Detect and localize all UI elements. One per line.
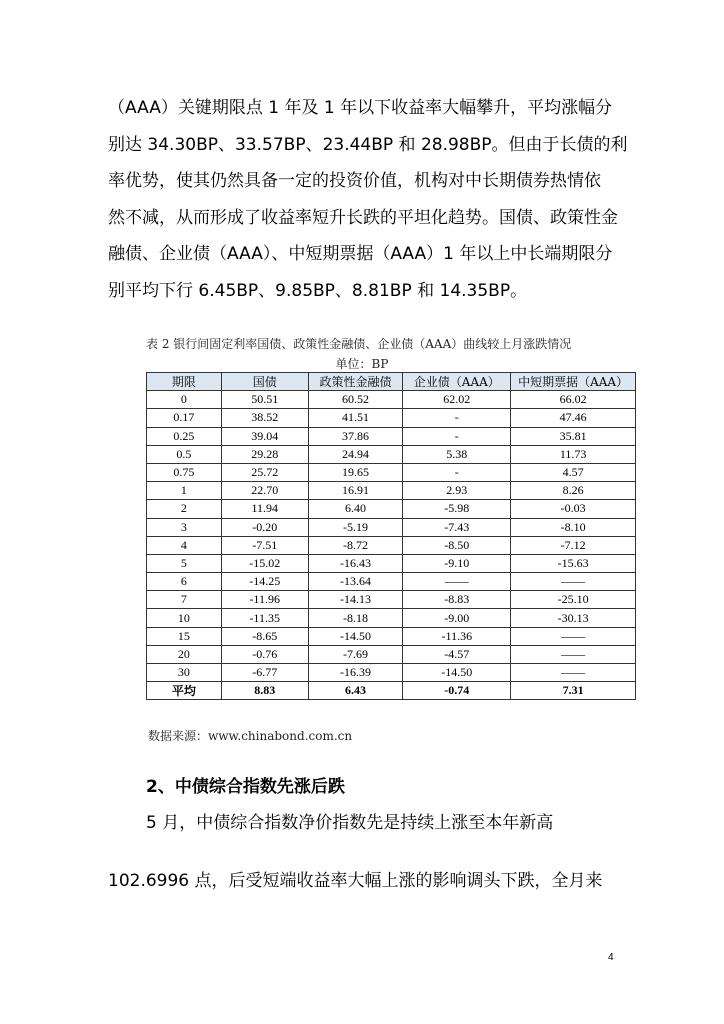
- table-cell: -8.18: [308, 609, 403, 627]
- table-cell: -0.20: [221, 518, 308, 536]
- paragraph-line: 然不减，从而形成了收益率短升长跌的平坦化趋势。国债、政策性金: [108, 207, 618, 228]
- table-cell: -5.98: [403, 500, 511, 518]
- table-cell: 11.73: [511, 445, 636, 463]
- table-row: [147, 627, 636, 645]
- table-cell: -15.63: [511, 554, 636, 572]
- table-cell: -25.10: [511, 591, 636, 609]
- page-number: 4: [608, 952, 614, 963]
- table-row: [147, 518, 636, 536]
- table-cell: 5.38: [403, 445, 511, 463]
- table-row: [147, 427, 636, 445]
- paragraph-line: 别达 34.30BP、33.57BP、23.44BP 和 28.98BP。但由于长债的利: [108, 134, 628, 155]
- paragraph-1: [108, 90, 628, 309]
- table-unit: 单位：BP: [335, 357, 389, 371]
- table-cell: -6.77: [221, 664, 308, 682]
- table-cell: ——: [403, 573, 511, 591]
- table-cell: -14.50: [308, 627, 403, 645]
- table-cell: 2: [147, 500, 222, 518]
- table-cell: 30: [147, 664, 222, 682]
- header-cell: 政策性金融债: [308, 373, 403, 391]
- table-header-row: [147, 373, 636, 391]
- table-row: [147, 536, 636, 554]
- table-cell: 4: [147, 536, 222, 554]
- table-cell: 10: [147, 609, 222, 627]
- table-cell: 6: [147, 573, 222, 591]
- table-cell: 6.43: [308, 682, 403, 700]
- table-cell: 7: [147, 591, 222, 609]
- table-cell: 25.72: [221, 463, 308, 481]
- table-cell: -14.25: [221, 573, 308, 591]
- table-cell: -0.03: [511, 500, 636, 518]
- table-cell: -13.64: [308, 573, 403, 591]
- table-cell: 50.51: [221, 391, 308, 409]
- table-cell: -7.69: [308, 645, 403, 663]
- table-cell: -9.10: [403, 554, 511, 572]
- paragraph-line: 率优势，使其仍然具备一定的投资价值，机构对中长期债券热情依: [108, 171, 601, 191]
- table-row: [147, 554, 636, 572]
- table-source: 数据来源：www.chinabond.com.cn: [148, 729, 353, 743]
- table-cell: 35.81: [511, 427, 636, 445]
- table-cell: 38.52: [221, 409, 308, 427]
- table-caption: 表 2 银行间固定利率国债、政策性金融债、企业债（AAA）曲线较上月涨跌情况: [146, 337, 572, 351]
- table-cell: -8.72: [308, 536, 403, 554]
- table-cell: -8.65: [221, 627, 308, 645]
- table-cell: -15.02: [221, 554, 308, 572]
- table-cell: 平均: [147, 682, 222, 700]
- header-cell: 中短期票据（AAA）: [511, 373, 636, 391]
- table-cell: 60.52: [308, 391, 403, 409]
- table-cell: ——: [511, 645, 636, 663]
- table-cell: -: [403, 427, 511, 445]
- table-row: [147, 463, 636, 481]
- table-cell: 15: [147, 627, 222, 645]
- table-cell: 1: [147, 482, 222, 500]
- table-cell: 2.93: [403, 482, 511, 500]
- paragraph-line: （AAA）关键期限点 1 年及 1 年以下收益率大幅攀升，平均涨幅分: [108, 98, 613, 118]
- table-cell: -7.51: [221, 536, 308, 554]
- table-cell: 29.28: [221, 445, 308, 463]
- table-cell: -16.39: [308, 664, 403, 682]
- table-cell: 11.94: [221, 500, 308, 518]
- table-row: [147, 573, 636, 591]
- table-cell: -8.10: [511, 518, 636, 536]
- table-cell: 62.02: [403, 391, 511, 409]
- table-cell: 0.25: [147, 427, 222, 445]
- table-cell: 0.17: [147, 409, 222, 427]
- table-cell: ——: [511, 627, 636, 645]
- table-row: [147, 664, 636, 682]
- table-cell: -8.50: [403, 536, 511, 554]
- table-cell: 0: [147, 391, 222, 409]
- table-cell: 37.86: [308, 427, 403, 445]
- table-cell: 6.40: [308, 500, 403, 518]
- table-cell: 20: [147, 645, 222, 663]
- table-cell: -9.00: [403, 609, 511, 627]
- yield-change-table: [146, 372, 636, 700]
- table-cell: 41.51: [308, 409, 403, 427]
- table-row: [147, 591, 636, 609]
- table-row: [147, 482, 636, 500]
- table-cell: -: [403, 463, 511, 481]
- header-cell: 期限: [147, 373, 222, 391]
- table-cell: ——: [511, 573, 636, 591]
- table-row: [147, 391, 636, 409]
- table-cell: 3: [147, 518, 222, 536]
- table-row: [147, 609, 636, 627]
- table-cell: -7.43: [403, 518, 511, 536]
- table-cell: 66.02: [511, 391, 636, 409]
- table-cell: -14.50: [403, 664, 511, 682]
- table-cell: ——: [511, 664, 636, 682]
- section-paragraph-line: 102.6996 点，后受短端收益率大幅上涨的影响调头下跌，全月来: [108, 871, 603, 891]
- table-cell: 16.91: [308, 482, 403, 500]
- table-row: [147, 409, 636, 427]
- table-cell: 0.5: [147, 445, 222, 463]
- section-paragraph-line: 5 月，中债综合指数净价指数先是持续上涨至本年新高: [146, 813, 554, 833]
- table-cell: 24.94: [308, 445, 403, 463]
- table-cell: -11.35: [221, 609, 308, 627]
- table-cell: -11.36: [403, 627, 511, 645]
- table-row: [147, 645, 636, 663]
- table-cell: -4.57: [403, 645, 511, 663]
- table-cell: -11.96: [221, 591, 308, 609]
- table-cell: 39.04: [221, 427, 308, 445]
- table-cell: 7.31: [511, 682, 636, 700]
- table-cell: 0.75: [147, 463, 222, 481]
- table-cell: 8.26: [511, 482, 636, 500]
- paragraph-line: 别平均下行 6.45BP、9.85BP、8.81BP 和 14.35BP。: [108, 280, 528, 301]
- table-cell: 22.70: [221, 482, 308, 500]
- table-cell: 8.83: [221, 682, 308, 700]
- table-cell: -16.43: [308, 554, 403, 572]
- paragraph-line: 融债、企业债（AAA）、中短期票据（AAA）1 年以上中长端期限分: [108, 244, 613, 264]
- table-average-row: [147, 682, 636, 700]
- table-cell: 47.46: [511, 409, 636, 427]
- header-cell: 国债: [221, 373, 308, 391]
- table-cell: -0.74: [403, 682, 511, 700]
- table-cell: -0.76: [221, 645, 308, 663]
- table-row: [147, 445, 636, 463]
- table-cell: 4.57: [511, 463, 636, 481]
- header-cell: 企业债（AAA）: [403, 373, 511, 391]
- table-cell: -7.12: [511, 536, 636, 554]
- table-cell: 19.65: [308, 463, 403, 481]
- table-row: [147, 500, 636, 518]
- section-heading: 2、中债综合指数先涨后跌: [146, 777, 345, 797]
- table-cell: -: [403, 409, 511, 427]
- table-cell: 5: [147, 554, 222, 572]
- table-cell: -14.13: [308, 591, 403, 609]
- table-cell: -5.19: [308, 518, 403, 536]
- table-cell: -30.13: [511, 609, 636, 627]
- table-cell: -8.83: [403, 591, 511, 609]
